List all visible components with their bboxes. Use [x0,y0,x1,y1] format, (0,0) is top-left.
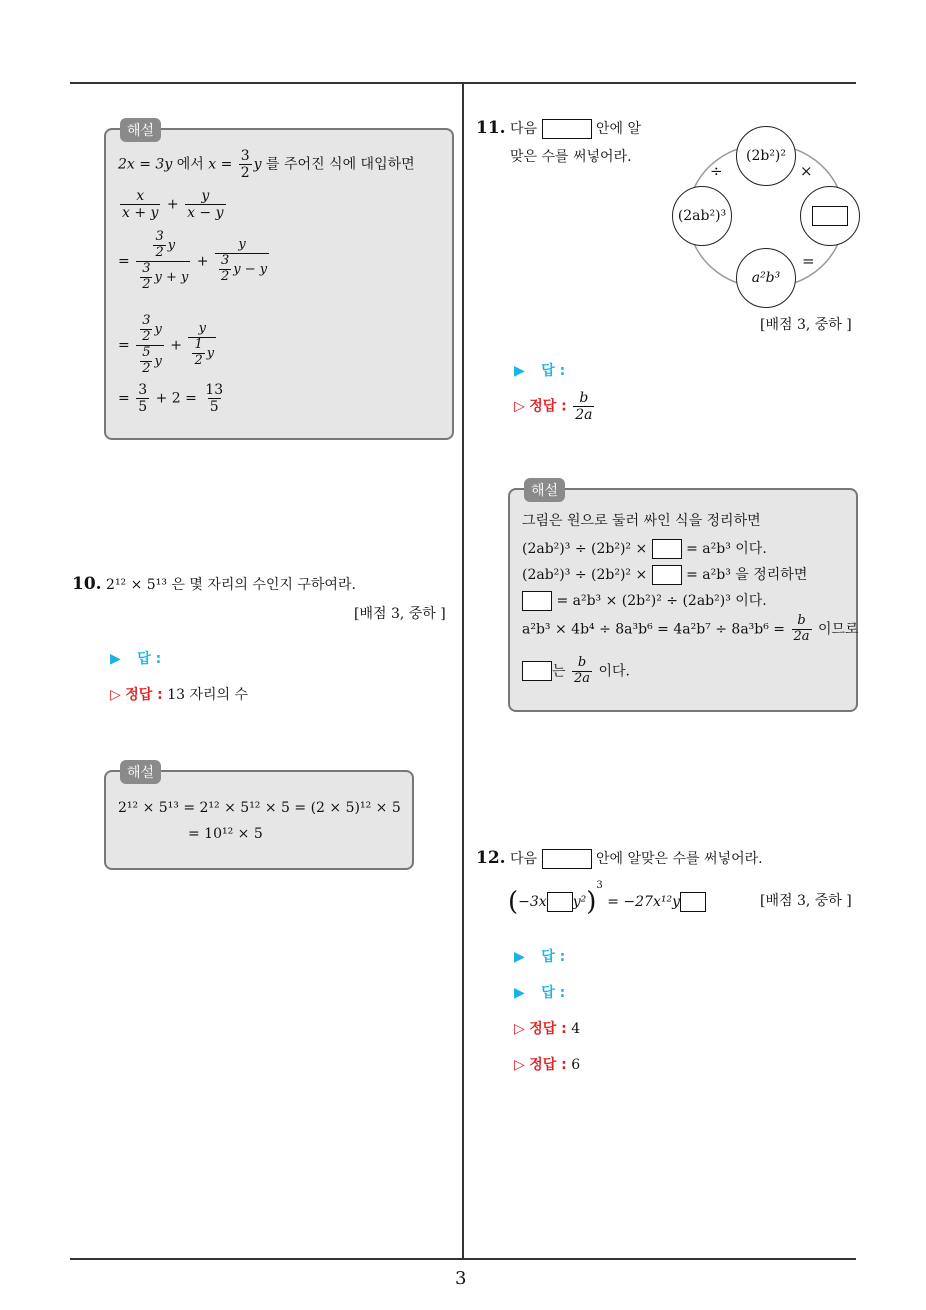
q12-correct-row-1: ▷ 정답 : 4 [514,1021,581,1037]
q10-solution-box [104,765,414,870]
outline-arrow-icon: ▷ [514,1021,525,1037]
q9-sol-line4: = $\frac{3}{2}$ y $\frac{5}{2}$ y + y $\frac{1}{2}$ y [118,313,215,376]
play-arrow-icon: ▶ [514,363,525,379]
q11-score: [배점 3, 중하 ] [760,317,852,333]
q11-sol-line2: (2ab²)³ ÷ (2b²)² × = a²b³ 이다. [522,541,767,557]
play-arrow-icon: ▶ [514,985,525,1001]
q10-question: 10. 2¹² × 5¹³ 은 몇 자리의 수인지 구하여라. [72,574,356,594]
q11-question: 11. 다음 안에 알 [476,118,642,138]
q9-solution-box [104,123,454,440]
page-number: 3 [455,1268,467,1289]
q11-sol-line5: a²b³ × 4b⁴ ÷ 8a³b⁶ = 4a²b⁷ ÷ 8a³b⁶ = $\frac{b}{2a}$ 이므로 [522,613,859,644]
divide-operator: ÷ [710,162,723,180]
outline-arrow-icon: ▷ [514,1057,525,1073]
bottom-rule [70,1258,856,1260]
q11-correct-row: ▷ 정답 : $\frac{b}{2a}$ [514,390,593,424]
play-arrow-icon: ▶ [110,651,121,667]
q9-sol-line2: $\frac{x}{x + y}$ + $\frac{y}{x - y}$ [122,188,224,222]
outline-arrow-icon: ▷ [110,687,121,703]
q11-sol-line4: = a²b³ × (2b²)² ÷ (2ab²)³ 이다. [522,590,767,611]
answer-blank-box [812,206,848,226]
multiply-operator: × [800,162,813,180]
q11-solution-box [508,483,859,712]
play-arrow-icon: ▶ [514,949,525,965]
solution-label: 해설 [524,478,565,502]
outline-arrow-icon: ▷ [514,398,525,415]
answer-blank-box [542,849,592,869]
q11-cycle-diagram [670,122,862,308]
q10-correct-row: ▷ 정답 : 13 자리의 수 [110,687,249,703]
q9-sol-line3: = $\frac{3}{2}$ y $\frac{3}{2}$ y + y + y $\frac{3}{2}$ y − y [118,229,268,292]
q10-score: [배점 3, 중하 ] [354,606,446,622]
q12-score: [배점 3, 중하 ] [760,893,852,909]
answer-blank-box [680,892,706,912]
q12-equation: (−3x y²)$^3$ = −27x¹²y [508,880,706,917]
q11-answer-row: ▶ 답 : [514,363,566,379]
q9-sol-line1: 2x = 3y 에서 x = $\frac{3}{2}$ y 를 주어진 식에 대입하면 [118,148,415,182]
solution-label: 해설 [120,118,161,142]
q11-sol-line3: (2ab²)³ ÷ (2b²)² × = a²b³ 을 정리하면 [522,567,808,583]
q10-sol-line2: = 10¹² × 5 [188,826,263,842]
q12-correct-row-2: ▷ 정답 : 6 [514,1057,581,1073]
diagram-left-node: (2ab²)³ [672,186,732,246]
solution-label: 해설 [120,760,161,784]
q11-sol-line1: 그림은 원으로 둘러 싸인 식을 정리하면 [522,513,761,529]
answer-blank-box [522,591,552,611]
answer-blank-box [652,565,682,585]
equals-operator: = [802,252,815,270]
column-divider [462,84,464,1260]
q10-answer-row: ▶ 답 : [110,651,162,667]
q9-sol-line5: = $\frac{3}{5}$ + 2 = $\frac{13}{5}$ [118,382,224,416]
q10-sol-line1: 2¹² × 5¹³ = 2¹² × 5¹² × 5 = (2 × 5)¹² × 5 [118,800,401,816]
answer-blank-box [547,892,573,912]
q12-answer-row-1: ▶ 답 : [514,949,566,965]
answer-blank-box [652,539,682,559]
diagram-bottom-node: a²b³ [736,248,796,308]
answer-blank-box [522,661,552,681]
diagram-top-node: (2b²)² [736,126,796,186]
answer-blank-box [542,119,592,139]
q11-sol-line6: 는 $\frac{b}{2a}$ 이다. [522,656,630,687]
q12-question: 12. 다음 안에 알맞은 수를 써넣어라. [476,848,763,868]
q11-question-line2: 맞은 수를 써넣어라. [510,149,632,165]
diagram-right-node [800,186,860,246]
q12-answer-row-2: ▶ 답 : [514,985,566,1001]
